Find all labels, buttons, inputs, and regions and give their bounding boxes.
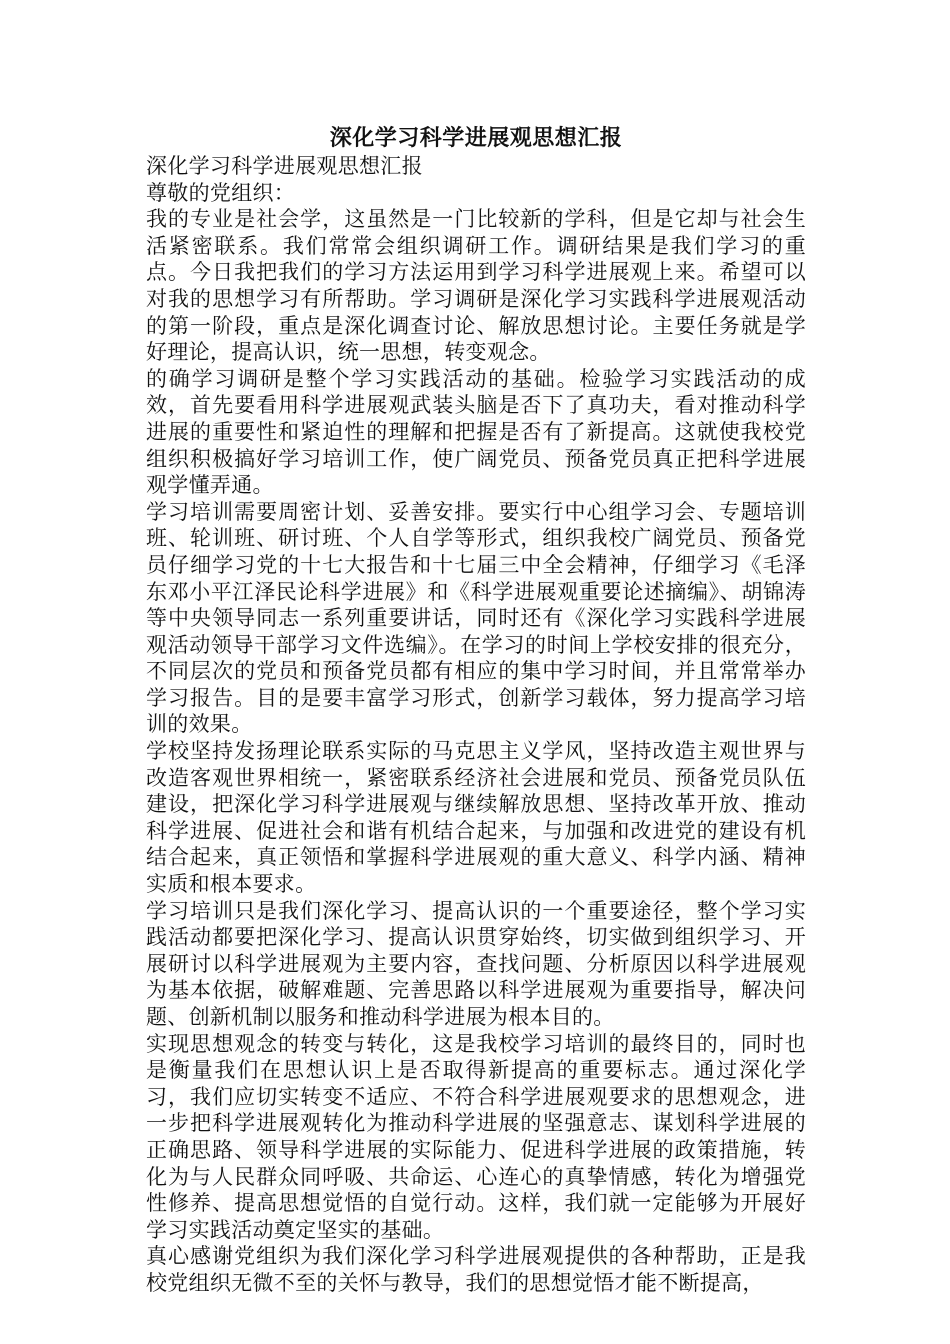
paragraph-2: 的确学习调研是整个学习实践活动的基础。检验学习实践活动的成效，首先要看用科学进展观武装头脑是否下了真功夫，看对推动科学进展的重要性和紧迫性的理解和把握是否有了新提高。这就使我校党组织积极搞好学习培训工作，使广阔党员、预备党员真正把科学进展观学懂弄通。 (146, 366, 806, 498)
salutation: 尊敬的党组织： (146, 180, 296, 205)
paragraph-5: 学习培训只是我们深化学习、提高认识的一个重要途径，整个学习实践活动都要把深化学习、提高认识贯穿始终，切实做到组织学习、开展研讨以科学进展观为主要内容，查找问题、分析原因以科学进展观为基本依据，破解难题、完善思路以科学进展观为重要指导，解决问题、创新机制以服务和推动科学进展为根本目的。 (146, 898, 806, 1029)
document-title: 深化学习科学进展观思想汇报 (329, 125, 623, 151)
document-subtitle: 深化学习科学进展观思想汇报 (146, 154, 423, 178)
paragraph-3: 学习培训需要周密计划、妥善安排。要实行中心组学习会、专题培训班、轮训班、研讨班、个人自学等形式，组织我校广阔党员、预备党员仔细学习党的十七大报告和十七届三中全会精神，仔细学习《毛泽东邓小平江泽民论科学进展》和《科学进展观重要论述摘编》、胡锦涛等中央领导同志一系列重要讲话，同时还有《深化学习实践科学进展观活动领导干部学习文件选编》。在学习的时间上学校安排的很充分，不同层次的党员和预备党员都有相应的集中学习时间，并且常常举办学习报告。目的是要丰富学习形式，创新学习载体，努力提高学习培训的效果。 (146, 499, 806, 737)
paragraph-7: 真心感谢党组织为我们深化学习科学进展观提供的各种帮助，正是我校党组织无微不至的关怀与教导，我们的思想觉悟才能不断提高， (146, 1244, 806, 1295)
paragraph-1: 我的专业是社会学，这虽然是一门比较新的学科，但是它却与社会生活紧密联系。我们常常会组织调研工作。调研结果是我们学习的重点。今日我把我们的学习方法运用到学习科学进展观上来。希望可以对我的思想学习有所帮助。学习调研是深化学习实践科学进展观活动的第一阶段，重点是深化调查讨论、解放思想讨论。主要任务就是学好理论，提高认识，统一思想，转变观念。 (146, 207, 806, 365)
paragraph-6: 实现思想观念的转变与转化，这是我校学习培训的最终目的，同时也是衡量我们在思想认识上是否取得新提高的重要标志。通过深化学习，我们应切实转变不适应、不符合科学进展观要求的思想观念，进一步把科学进展观转化为推动科学进展的坚强意志、谋划科学进展的正确思路、领导科学进展的实际能力、促进科学进展的政策措施，转化为与人民群众同呼吸、共命运、心连心的真挚情感，转化为增强党性修养、提高思想觉悟的自觉行动。这样，我们就一定能够为开展好学习实践活动奠定坚实的基础。 (146, 1031, 806, 1242)
document-body (146, 123, 806, 1297)
paragraph-4: 学校坚持发扬理论联系实际的马克思主义学风，坚持改造主观世界与改造客观世界相统一，紧密联系经济社会进展和党员、预备党员队伍建设，把深化学习科学进展观与继续解放思想、坚持改革开放、推动科学进展、促进社会和谐有机结合起来，与加强和改进党的建设有机结合起来，真正领悟和掌握科学进展观的重大意义、科学内涵、精神实质和根本要求。 (146, 739, 806, 897)
